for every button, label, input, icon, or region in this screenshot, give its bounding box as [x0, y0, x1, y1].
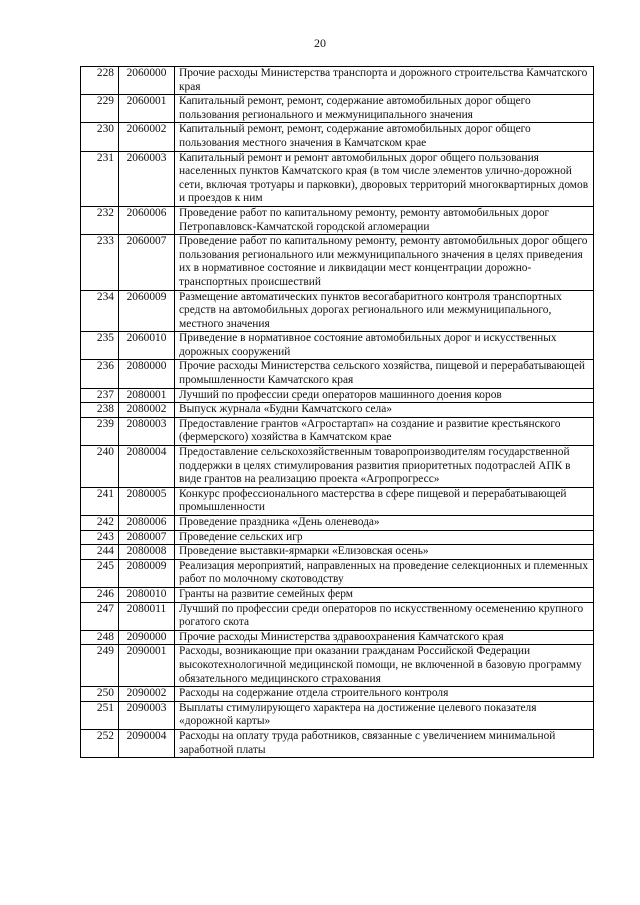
- code-cell: 2080002: [119, 403, 175, 418]
- row-number-cell: 240: [81, 446, 119, 488]
- code-cell: 2060010: [119, 332, 175, 360]
- code-cell: 2090001: [119, 645, 175, 687]
- code-cell: 2080003: [119, 417, 175, 445]
- row-number-cell: 242: [81, 516, 119, 531]
- code-cell: 2080005: [119, 487, 175, 515]
- table-row: [81, 360, 594, 388]
- table-body: [81, 67, 594, 758]
- row-number-cell: 236: [81, 360, 119, 388]
- table-row: [81, 516, 594, 531]
- description-cell: Выплаты стимулирующего характера на достижение целевого показателя «дорожной карты»: [175, 701, 594, 729]
- code-cell: 2060006: [119, 206, 175, 234]
- description-cell: Капитальный ремонт, ремонт, содержание автомобильных дорог общего пользования местного значения в Камчатском крае: [175, 123, 594, 151]
- code-cell: 2080007: [119, 530, 175, 545]
- description-cell: Гранты на развитие семейных ферм: [175, 587, 594, 602]
- code-cell: 2090003: [119, 701, 175, 729]
- row-number-cell: 230: [81, 123, 119, 151]
- row-number-cell: 243: [81, 530, 119, 545]
- description-cell: Конкурс профессионального мастерства в сфере пищевой и перерабатывающей промышленности: [175, 487, 594, 515]
- row-number-cell: 248: [81, 630, 119, 645]
- table-row: [81, 67, 594, 95]
- description-cell: Прочие расходы Министерства сельского хозяйства, пищевой и перерабатывающей промышленности Камчатского края: [175, 360, 594, 388]
- table-row: [81, 235, 594, 290]
- table-row: [81, 446, 594, 488]
- row-number-cell: 250: [81, 687, 119, 702]
- table-row: [81, 290, 594, 332]
- table-row: [81, 151, 594, 206]
- description-cell: Размещение автоматических пунктов весогабаритного контроля транспортных средств на автомобильных дорогах регионального или межмуниципального, местного значения: [175, 290, 594, 332]
- code-cell: 2060002: [119, 123, 175, 151]
- table-row: [81, 530, 594, 545]
- row-number-cell: 235: [81, 332, 119, 360]
- description-cell: Проведение работ по капитальному ремонту, ремонту автомобильных дорог общего пользования регионального или межмуниципального значения в целях приведения их в нормативное состояние и ликвидации мест концентрации дорожно-транспортных происшествий: [175, 235, 594, 290]
- row-number-cell: 239: [81, 417, 119, 445]
- table-row: [81, 403, 594, 418]
- description-cell: Расходы, возникающие при оказании гражданам Российской Федерации высокотехнологичной медицинской помощи, не включенной в базовую программу обязательного медицинского страхования: [175, 645, 594, 687]
- code-cell: 2080000: [119, 360, 175, 388]
- code-cell: 2060001: [119, 95, 175, 123]
- table-row: [81, 559, 594, 587]
- description-cell: Проведение праздника «День оленевода»: [175, 516, 594, 531]
- table-row: [81, 602, 594, 630]
- description-cell: Реализация мероприятий, направленных на проведение селекционных и племенных работ по молочному скотоводству: [175, 559, 594, 587]
- code-cell: 2060003: [119, 151, 175, 206]
- budget-codes-table: [80, 66, 594, 758]
- table-row: [81, 487, 594, 515]
- row-number-cell: 249: [81, 645, 119, 687]
- code-cell: 2060000: [119, 67, 175, 95]
- table-row: [81, 545, 594, 560]
- description-cell: Выпуск журнала «Будни Камчатского села»: [175, 403, 594, 418]
- code-cell: 2090002: [119, 687, 175, 702]
- row-number-cell: 231: [81, 151, 119, 206]
- table-row: [81, 388, 594, 403]
- table-row: [81, 123, 594, 151]
- row-number-cell: 232: [81, 206, 119, 234]
- description-cell: Лучший по профессии среди операторов машинного доения коров: [175, 388, 594, 403]
- description-cell: Проведение сельских игр: [175, 530, 594, 545]
- code-cell: 2060007: [119, 235, 175, 290]
- row-number-cell: 238: [81, 403, 119, 418]
- row-number-cell: 237: [81, 388, 119, 403]
- row-number-cell: 247: [81, 602, 119, 630]
- row-number-cell: 229: [81, 95, 119, 123]
- row-number-cell: 251: [81, 701, 119, 729]
- table-row: [81, 206, 594, 234]
- table-row: [81, 729, 594, 757]
- code-cell: 2080004: [119, 446, 175, 488]
- description-cell: Прочие расходы Министерства здравоохранения Камчатского края: [175, 630, 594, 645]
- description-cell: Проведение выставки-ярмарки «Елизовская осень»: [175, 545, 594, 560]
- table-row: [81, 332, 594, 360]
- row-number-cell: 241: [81, 487, 119, 515]
- description-cell: Расходы на оплату труда работников, связанные с увеличением минимальной заработной платы: [175, 729, 594, 757]
- code-cell: 2080010: [119, 587, 175, 602]
- table-row: [81, 95, 594, 123]
- description-cell: Предоставление грантов «Агростартап» на создание и развитие крестьянского (фермерского) хозяйства в Камчатском крае: [175, 417, 594, 445]
- table-row: [81, 630, 594, 645]
- code-cell: 2080008: [119, 545, 175, 560]
- page-number: 20: [314, 36, 326, 50]
- description-cell: Приведение в нормативное состояние автомобильных дорог и искусственных дорожных сооружений: [175, 332, 594, 360]
- code-cell: 2080011: [119, 602, 175, 630]
- description-cell: Лучший по профессии среди операторов по искусственному осеменению крупного рогатого скота: [175, 602, 594, 630]
- code-cell: 2080009: [119, 559, 175, 587]
- row-number-cell: 245: [81, 559, 119, 587]
- description-cell: Капитальный ремонт, ремонт, содержание автомобильных дорог общего пользования регионального и межмуниципального значения: [175, 95, 594, 123]
- row-number-cell: 252: [81, 729, 119, 757]
- description-cell: Проведение работ по капитальному ремонту, ремонту автомобильных дорог Петропавловск-Камчатской городской агломерации: [175, 206, 594, 234]
- description-cell: Прочие расходы Министерства транспорта и дорожного строительства Камчатского края: [175, 67, 594, 95]
- table-row: [81, 587, 594, 602]
- table-row: [81, 645, 594, 687]
- table-row: [81, 687, 594, 702]
- code-cell: 2080006: [119, 516, 175, 531]
- description-cell: Расходы на содержание отдела строительного контроля: [175, 687, 594, 702]
- table-row: [81, 701, 594, 729]
- description-cell: Предоставление сельскохозяйственным товаропроизводителям государственной поддержки в целях стимулирования развития приоритетных подотраслей АПК в виде грантов на реализацию проекта «Агропрогресс»: [175, 446, 594, 488]
- row-number-cell: 246: [81, 587, 119, 602]
- code-cell: 2090000: [119, 630, 175, 645]
- table-row: [81, 417, 594, 445]
- row-number-cell: 234: [81, 290, 119, 332]
- code-cell: 2080001: [119, 388, 175, 403]
- description-cell: Капитальный ремонт и ремонт автомобильных дорог общего пользования населенных пунктов Камчатского края (в том числе элементов улично-дорожной сети, включая тротуары и парковки), дворовых территорий многоквартирных домов и проездов к ним: [175, 151, 594, 206]
- row-number-cell: 233: [81, 235, 119, 290]
- code-cell: 2060009: [119, 290, 175, 332]
- row-number-cell: 244: [81, 545, 119, 560]
- row-number-cell: 228: [81, 67, 119, 95]
- code-cell: 2090004: [119, 729, 175, 757]
